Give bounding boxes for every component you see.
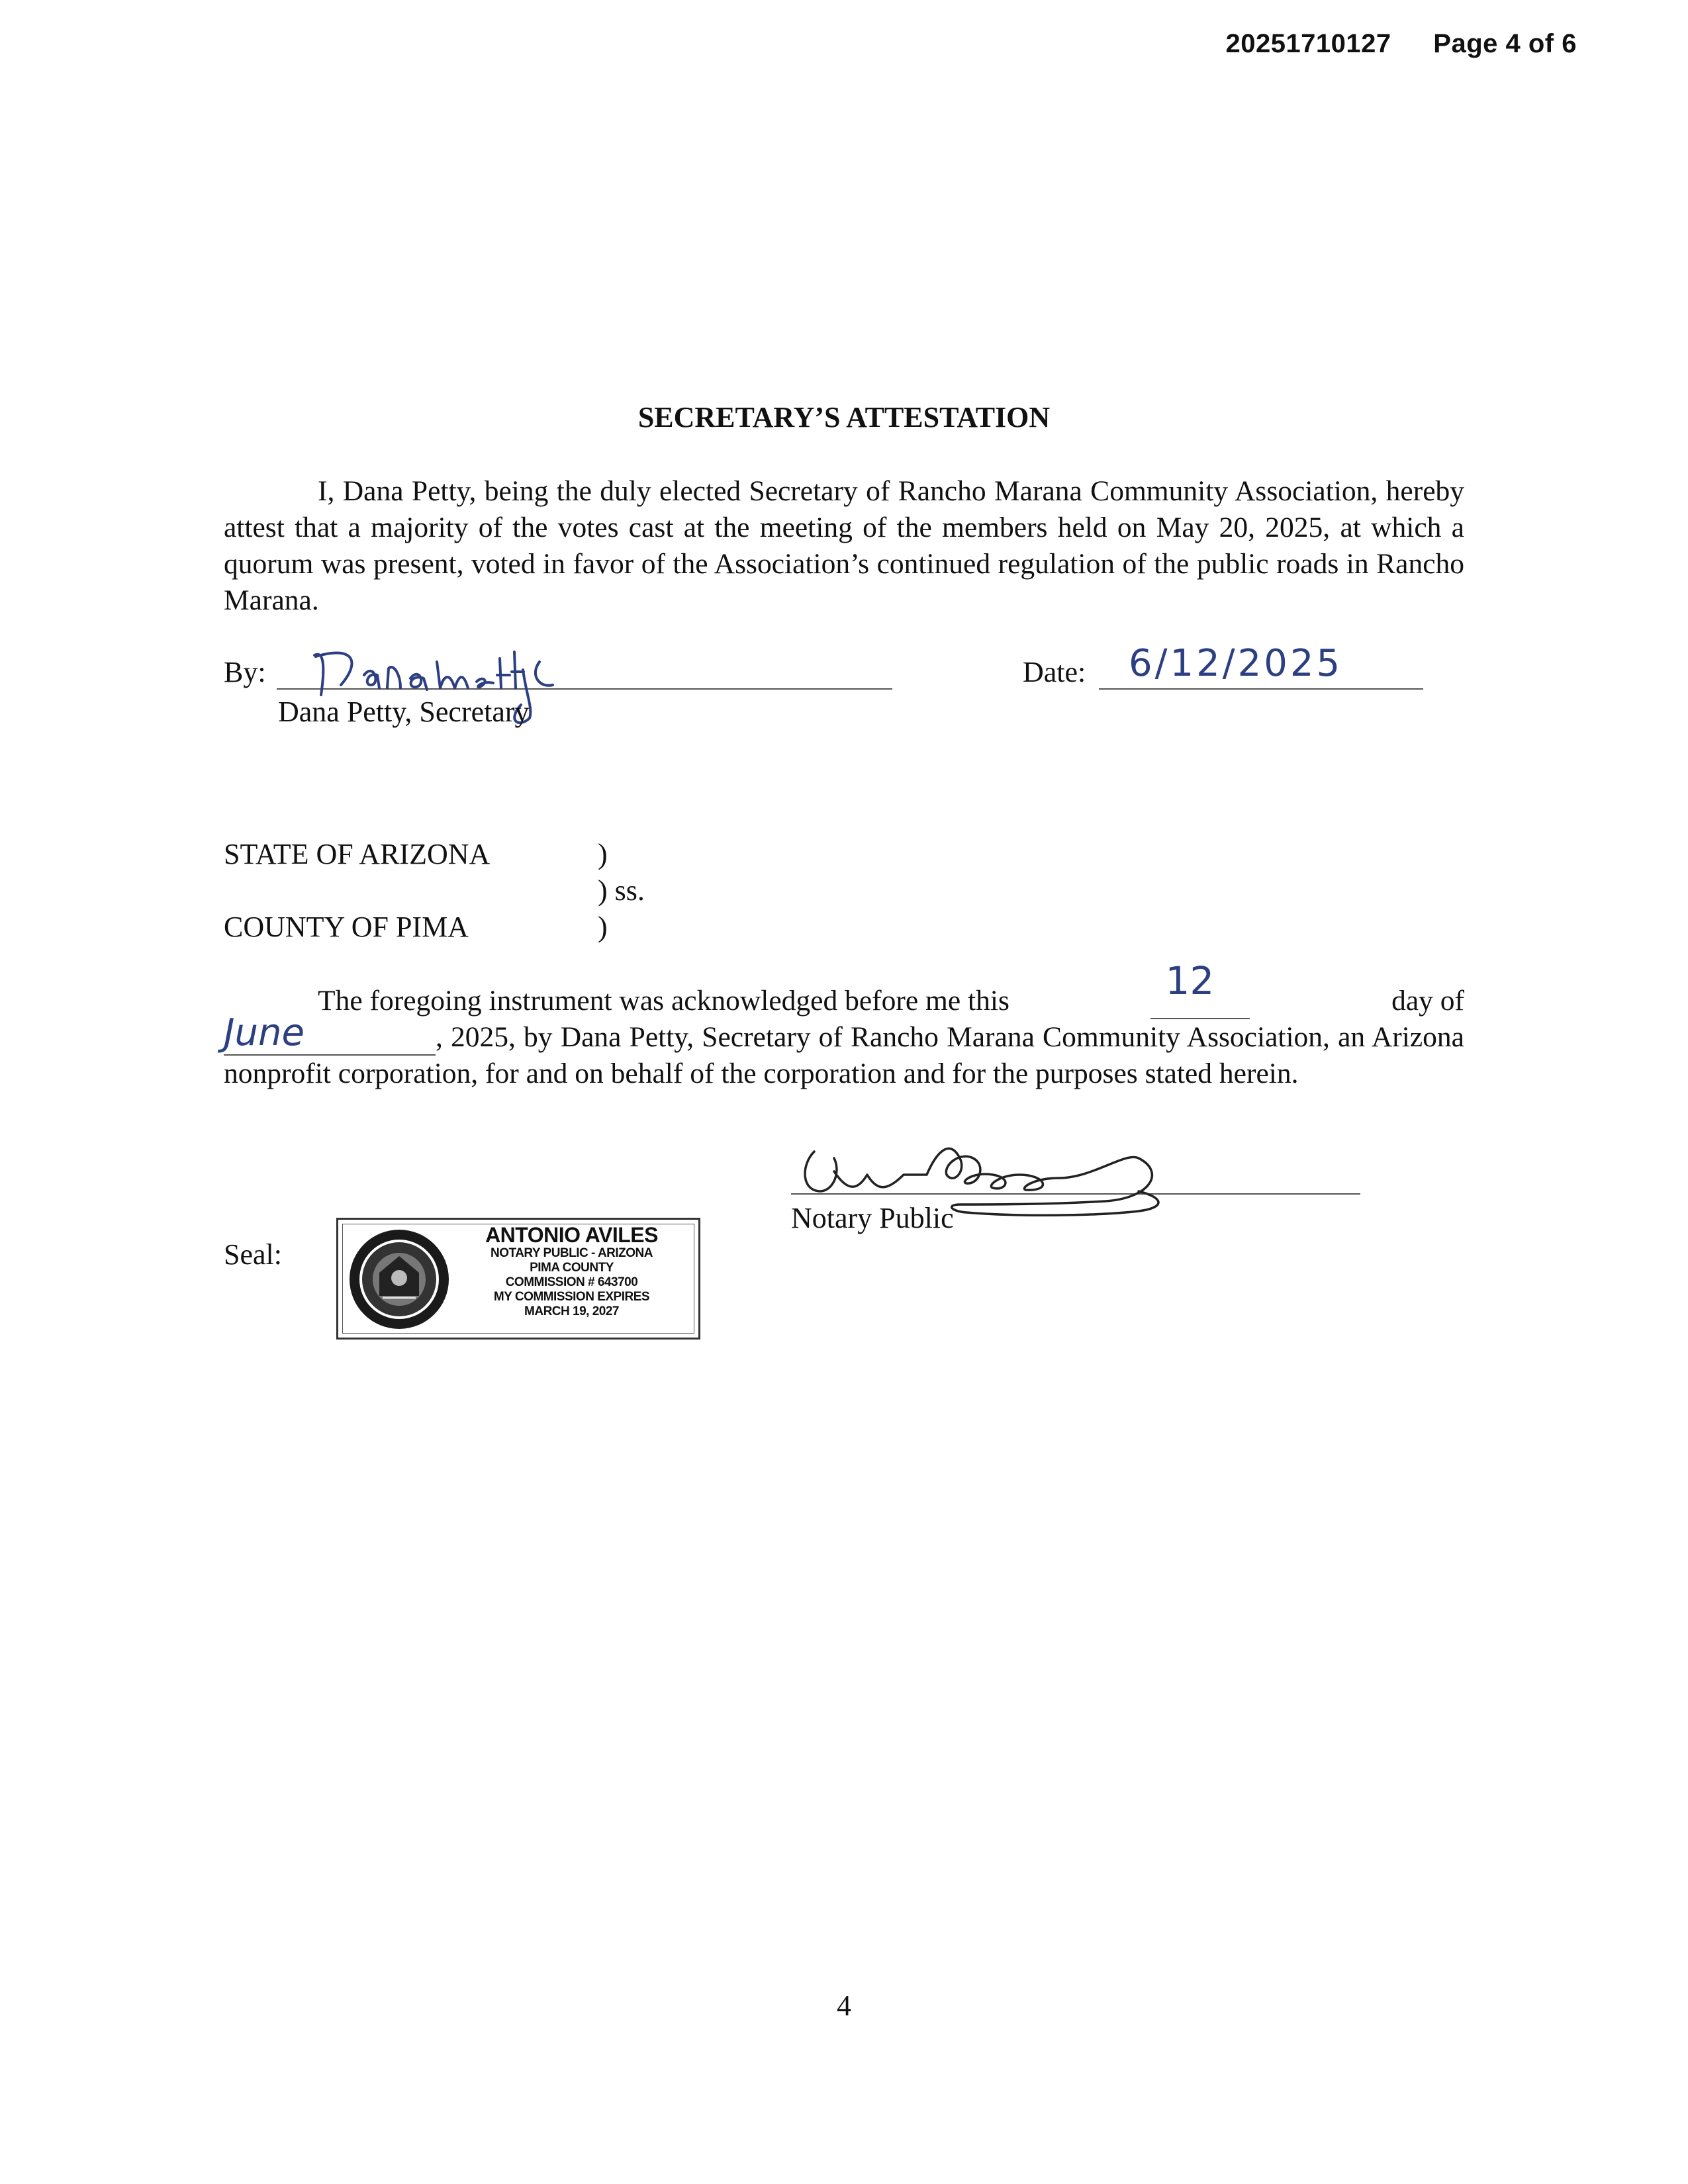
by-label: By: [224, 656, 266, 688]
ack-month: June [224, 1011, 305, 1054]
venue-paren-ss: ) ss. [598, 874, 645, 907]
stamp-line-1: NOTARY PUBLIC - ARIZONA [491, 1246, 653, 1260]
venue-paren-top: ) [598, 838, 608, 870]
stamp-line-4: MY COMMISSION EXPIRES [493, 1290, 650, 1304]
notary-stamp [336, 1218, 700, 1340]
stamp-notary-name: ANTONIO AVILES [485, 1223, 658, 1247]
page-header [1225, 29, 1577, 59]
page-number: 4 [837, 1989, 851, 2022]
ack-day-blank [1150, 958, 1250, 1019]
stamp-line-3: COMMISSION # 643700 [505, 1275, 638, 1289]
ack-part3: , 2025, by Dana Petty, Secretary of Rancho Marana Community Association, an Arizona nonprofit corporation, for and on behalf of the corporation and for the purposes stated herein. [224, 1021, 1464, 1089]
ack-day: 12 [1165, 958, 1215, 1003]
page-label: Page 4 of 6 [1433, 29, 1577, 58]
stamp-line-5: MARCH 19, 2027 [524, 1304, 619, 1318]
venue-paren-bottom: ) [598, 911, 608, 943]
stamp-line-2: PIMA COUNTY [530, 1261, 614, 1275]
ack-part2: day of [1391, 985, 1464, 1017]
state-label: STATE OF ARIZONA [224, 838, 491, 870]
attestation-paragraph [224, 473, 1464, 619]
document-title: SECRETARY’S ATTESTATION [637, 401, 1051, 433]
signer-caption: Dana Petty, Secretary [278, 696, 530, 728]
ack-month-blank [224, 1011, 436, 1056]
ack-part1: The foregoing instrument was acknowledged before me this [318, 985, 1009, 1017]
acknowledgment-paragraph [224, 958, 1464, 1092]
date-line [1099, 688, 1423, 690]
document-number: 20251710127 [1225, 29, 1391, 58]
county-label: COUNTY OF PIMA [224, 911, 469, 943]
stamp-text [461, 1224, 682, 1319]
date-value: 6/12/2025 [1129, 642, 1343, 685]
notary-caption: Notary Public [791, 1202, 954, 1234]
state-seal-emblem [346, 1226, 452, 1332]
attestation-text: I, Dana Petty, being the duly elected Secretary of Rancho Marana Community Association, hereby attest that a majority of the votes cast at the meeting of the members held on May 20, 2025, at which a quorum was present, voted in favor of the Association’s continued regulation of the public roads in Rancho Marana. [224, 475, 1464, 616]
date-label: Date: [1023, 656, 1086, 688]
seal-label: Seal: [224, 1238, 282, 1271]
